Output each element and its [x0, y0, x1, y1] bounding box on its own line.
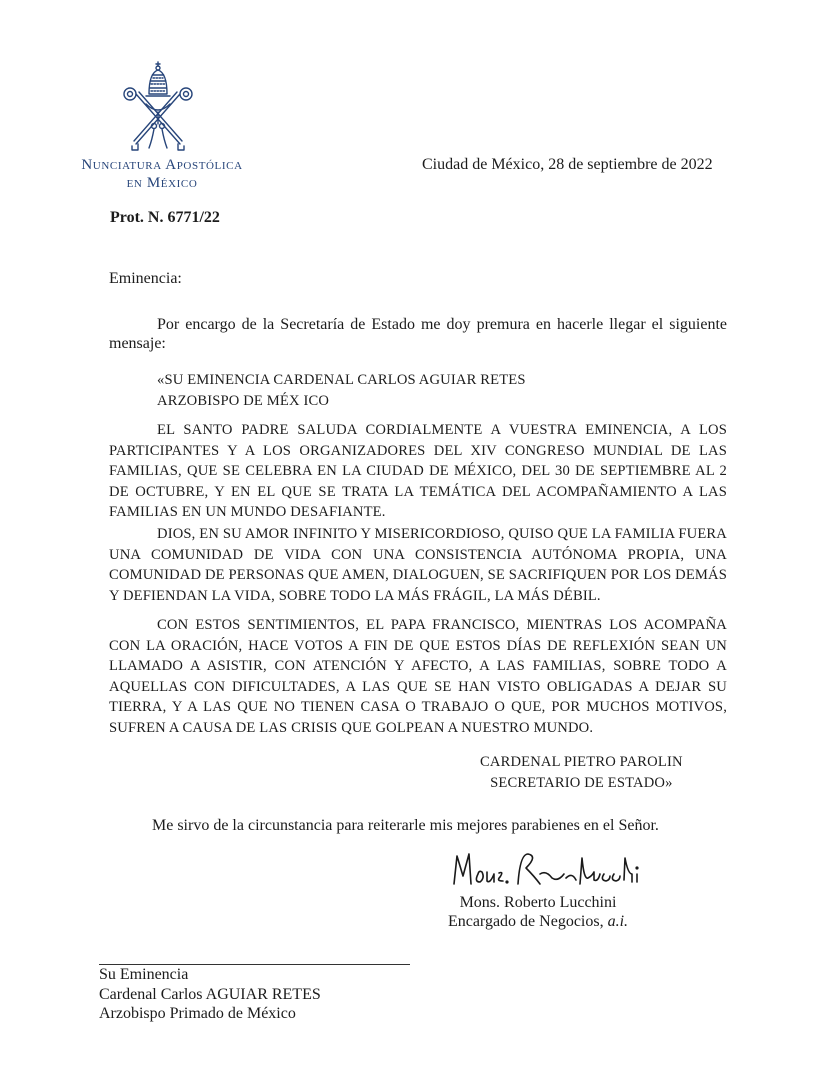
closing-line: Me sirvo de la circunstancia para reiterarle mis mejores parabienes en el Señor. [152, 817, 659, 834]
greeting: Eminencia: [109, 270, 182, 287]
recipient-block [99, 965, 321, 1024]
letterhead-line2: en México [126, 175, 198, 191]
message-paragraph: CON ESTOS SENTIMIENTOS, EL PAPA FRANCISCO, MIENTRAS LOS ACOMPAÑA CON LA ORACIÓN, HACE VOTOS A FIN DE QUE ESTOS DÍAS DE REFLEXIÓN SEAN UN LLAMADO A ASISTIR, CON ATENCIÓN Y AFECTO, A LAS FAMILIAS, SOBRE TODO A AQUELLAS CON DIFICULTADES, A LAS QUE SE HAN VISTO OBLIGADAS A DEJAR SU TIERRA, Y A LAS QUE NO TIENEN CASA O TRABAJO O QUE, POR MUCHOS MOTIVOS, SUFREN A CAUSA DE LAS CRISIS QUE GOLPEAN A NUESTRO MUNDO. [109, 617, 727, 736]
letterhead-line1: Nunciatura Apostólica [81, 157, 243, 173]
handwritten-signature [448, 844, 648, 894]
signer-title-text: Encargado de Negocios, [447, 913, 608, 930]
recipient-line2: Cardenal Carlos AGUIAR RETES [99, 985, 321, 1003]
recipient-line3: Arzobispo Primado de México [99, 1005, 296, 1022]
message-signatory-title: SECRETARIO DE ESTADO» [490, 774, 673, 791]
message-signatory [480, 752, 683, 793]
message-paragraph: DIOS, EN SU AMOR INFINITO Y MISERICORDIOSO, QUISO QUE LA FAMILIA FUERA UNA COMUNIDAD DE VIDA CON UNA CONSISTENCIA AUTÓNOMA PROPIA, UNA COMUNIDAD DE PERSONAS QUE AMEN, DIALOGUEN, SE SACRIFIQUEN POR LOS DEMÁS Y DEFIENDAN LA VIDA, SOBRE TODO LA MÁS FRÁGIL, LA MÁS DÉBIL. [109, 526, 727, 604]
message-address-line1: «SU EMINENCIA CARDENAL CARLOS AGUIAR RETES [157, 372, 526, 388]
signer-title-ai: a.i. [607, 913, 629, 930]
papal-crest-icon [116, 60, 200, 154]
message-signatory-name: CARDENAL PIETRO PAROLIN [480, 754, 683, 770]
place-and-date: Ciudad de México, 28 de septiembre de 2022 [422, 156, 713, 173]
message-address-line2: ARZOBISPO DE MÉX ICO [157, 392, 330, 409]
signer-block [438, 893, 638, 931]
message-address [157, 370, 526, 411]
message-paragraph: EL SANTO PADRE SALUDA CORDIALMENTE A VUESTRA EMINENCIA, A LOS PARTICIPANTES Y A LOS ORGANIZADORES DEL XIV CONGRESO MUNDIAL DE LAS FAMILIAS, QUE SE CELEBRA EN LA CIUDAD DE MÉXICO, DEL 30 DE SEPTIEMBRE AL 2 DE OCTUBRE, Y EN EL QUE SE TRATA LA TEMÁTICA DEL ACOMPAÑAMIENTO A LAS FAMILIAS EN UN MUNDO DESAFIANTE. [109, 422, 727, 521]
letterhead-name [52, 156, 272, 192]
protocol-number: Prot. N. 6771/22 [110, 209, 220, 226]
signer-name: Mons. Roberto Lucchini [459, 894, 617, 911]
recipient-line1: Su Eminencia [99, 966, 189, 983]
intro-paragraph: Por encargo de la Secretaría de Estado me doy premura en hacerle llegar el siguiente mensaje: [109, 316, 727, 352]
signer-title [438, 912, 638, 931]
